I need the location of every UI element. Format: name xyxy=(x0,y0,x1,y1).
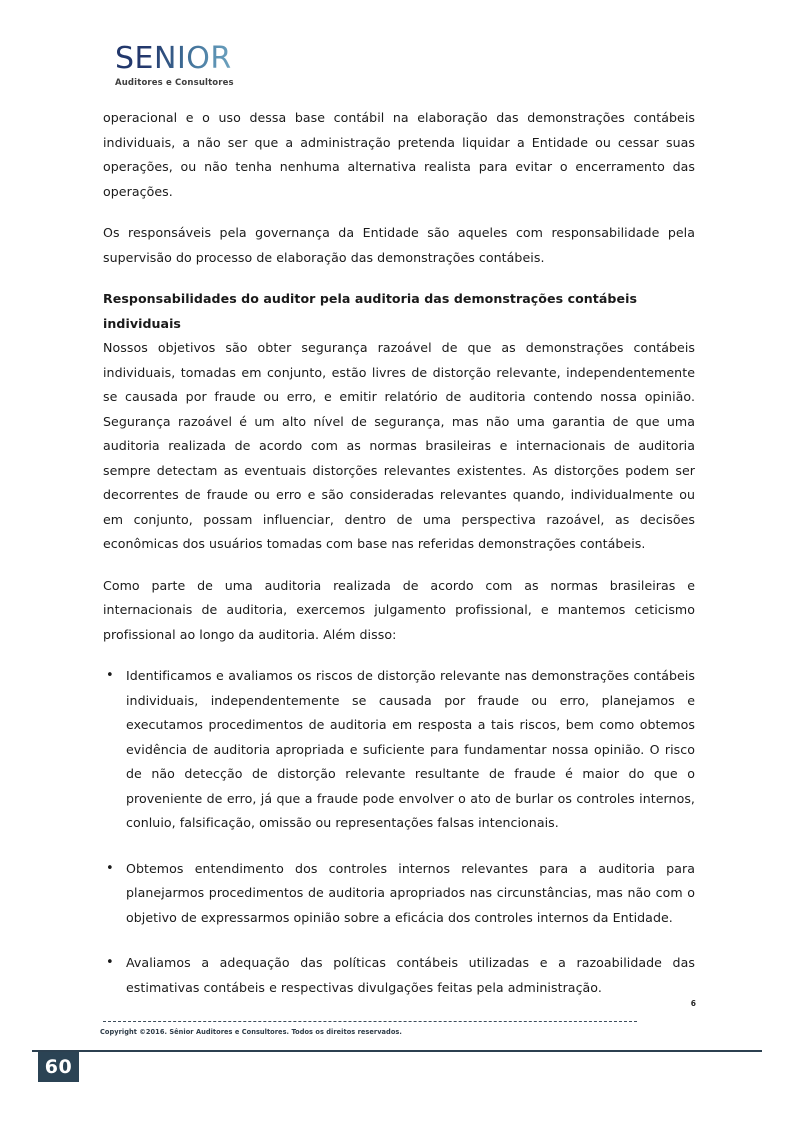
logo-tagline: Auditores e Consultores xyxy=(115,78,234,88)
list-item-text: Avaliamos a adequação das políticas contábeis utilizadas e a razoabilidade das estimativas contábeis e respectivas divulgações feitas pela administração. xyxy=(126,955,695,995)
bullet-icon: • xyxy=(106,860,114,876)
footer-copyright: Copyright ©2016. Sênior Auditores e Consultores. Todos os direitos reservados. xyxy=(100,1028,402,1036)
company-logo xyxy=(115,41,375,88)
footer-page-marker: 6 xyxy=(690,999,696,1008)
bullet-icon: • xyxy=(106,955,114,970)
section-heading-line-1: Responsabilidades do auditor pela auditoria das demonstrações contábeis xyxy=(103,291,637,306)
paragraph-governance-responsibility: Os responsáveis pela governança da Entidade são aqueles com responsabilidade pela supervisão do processo de elaboração das demonstrações contábeis. xyxy=(103,225,695,265)
document-body xyxy=(103,106,695,1000)
list-item xyxy=(103,664,695,836)
list-item xyxy=(103,857,695,931)
logo-wordmark: SÊNIOR xyxy=(115,41,232,76)
paragraph-operational-basis: operacional e o uso dessa base contábil na elaboração das demonstrações contábeis individuais, a não ser que a administração pretenda liquidar a Entidade ou cessar suas operações, ou não tenha nenhuma alternativa realista para evitar o encerramento das operações. xyxy=(103,110,695,199)
list-item-text: Obtemos entendimento dos controles internos relevantes para a auditoria para planejarmos procedimentos de auditoria apropriados nas circunstâncias, mas não com o objetivo de expressarmos opinião sobre a eficácia dos controles internos da Entidade. xyxy=(126,860,695,925)
section-heading-auditor-responsibilities xyxy=(103,287,695,336)
bullet-icon: • xyxy=(106,668,114,683)
paragraph-objectives: Nossos objetivos são obter segurança razoável de que as demonstrações contábeis individuais, tomadas em conjunto, estão livres de distorção relevante, independentemente se causada por fraude ou erro, e emitir relatório de auditoria contendo nossa opinião. Segurança razoável é um alto nível de segurança, mas não uma garantia de que uma auditoria realizada de acordo com as normas brasileiras e internacionais de auditoria sempre detectam as eventuais distorções relevantes existentes. As distorções podem ser decorrentes de fraude ou erro e são consideradas relevantes quando, individualmente ou em conjunto, possam influenciar, dentro de uma perspectiva razoável, as decisões econômicas dos usuários tomadas com base nas referidas demonstrações contábeis. xyxy=(103,340,695,551)
page-number-badge: 60 xyxy=(38,1052,79,1082)
footer-divider xyxy=(103,1021,637,1022)
section-heading-line-2: individuais xyxy=(103,315,181,331)
paragraph-professional-judgement: Como parte de uma auditoria realizada de acordo com as normas brasileiras e internacionais de auditoria, exercemos julgamento profissional, e mantemos ceticismo profissional ao longo da auditoria. Além disso: xyxy=(103,577,695,642)
list-item-text: Identificamos e avaliamos os riscos de distorção relevante nas demonstrações contábeis individuais, independentemente se causada por fraude ou erro, planejamos e executamos procedimentos de auditoria em resposta a tais riscos, bem como obtemos evidência de auditoria apropriada e suficiente para fundamentar nossa opinião. O risco de não detecção de distorção relevante resultante de fraude é maior do que o proveniente de erro, já que a fraude pode envolver o ato de burlar os controles internos, conluio, falsificação, omissão ou representações falsas intencionais. xyxy=(126,668,695,830)
bottom-divider xyxy=(32,1050,762,1052)
list-item xyxy=(103,951,695,1000)
auditor-procedures-list xyxy=(103,664,695,1000)
